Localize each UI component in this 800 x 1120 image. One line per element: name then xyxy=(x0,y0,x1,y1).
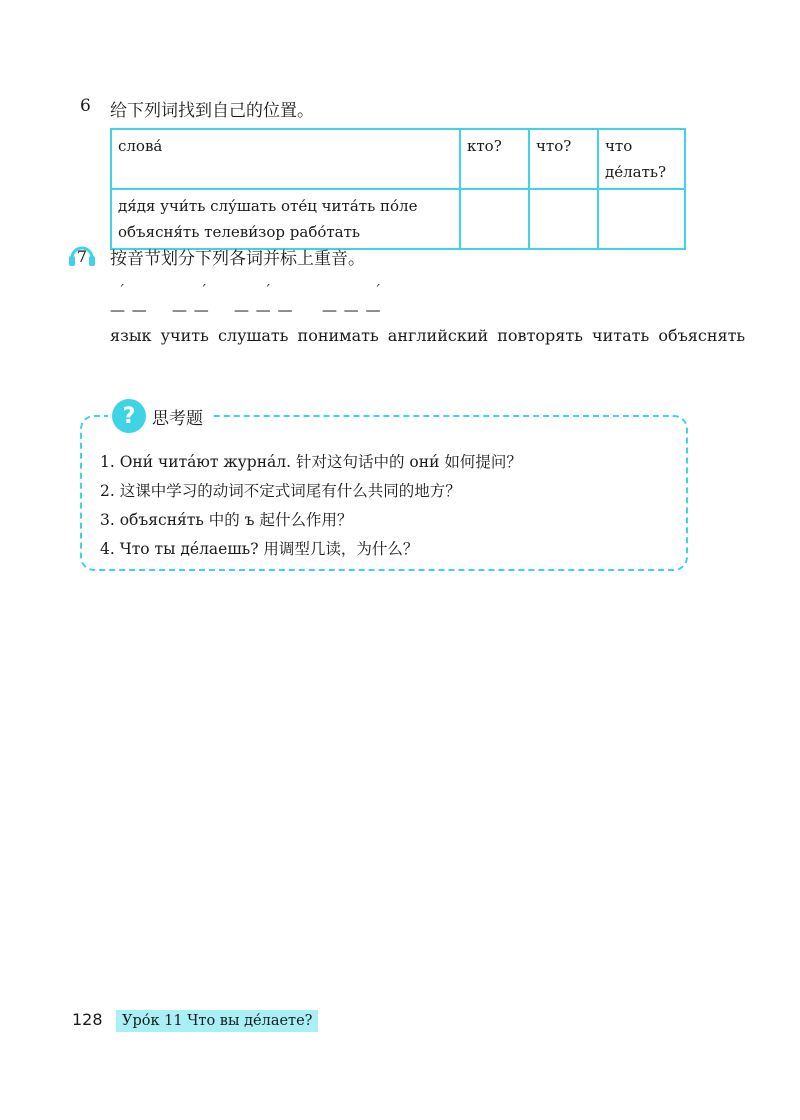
think-header xyxy=(108,398,211,434)
list-item: 3. объясня́ть 中的 ъ 起什么作用？ xyxy=(100,511,353,529)
question-icon: ? xyxy=(112,399,146,433)
dash-line: — — — xyxy=(322,301,382,319)
words-line-1: дя́дя учи́ть слу́шать оте́ц чита́ть по́ле xyxy=(118,197,418,215)
dash-line: — — xyxy=(110,301,148,319)
dash-line: — — — xyxy=(234,301,294,319)
stress-mark: ˊ xyxy=(374,283,381,299)
exercise-6-number: 6 xyxy=(80,96,91,116)
answer-cell-who xyxy=(460,189,529,249)
table-row xyxy=(111,189,685,249)
exercise-7-words: язык учить слушать понимать английский повторять читать объяснять xyxy=(110,326,746,345)
words-line-2: объясня́ть телеви́зор рабо́тать xyxy=(118,223,361,241)
header-what-do: что де́лать? xyxy=(598,129,685,189)
header-who: кто? xyxy=(460,129,529,189)
stress-mark: ˊ xyxy=(264,283,271,299)
exercise-7-instruction: 按音节划分下列各词并标上重音。 xyxy=(110,249,365,269)
answer-cell-what xyxy=(529,189,598,249)
header-words: слова́ xyxy=(111,129,460,189)
stress-mark: ˊ xyxy=(200,283,207,299)
lesson-title-bar: Уро́к 11 Что вы де́лаете? xyxy=(116,1010,318,1032)
stress-mark: ˊ xyxy=(118,283,125,299)
list-item: 2. 这课中学习的动词不定式词尾有什么共同的地方？ xyxy=(100,482,461,500)
exercise-6-table xyxy=(110,128,686,250)
exercise-7-badge xyxy=(66,238,98,270)
exercise-6-instruction: 给下列词找到自己的位置。 xyxy=(110,101,314,121)
think-question-list xyxy=(100,448,522,564)
answer-cell-what-do xyxy=(598,189,685,249)
list-item: 1. Они́ чита́ют журна́л. 针对这句话中的 они́ 如何提问？ xyxy=(100,453,522,471)
list-item: 4. Что ты де́лаешь? 用调型几读，为什么？ xyxy=(100,540,419,558)
header-what: что? xyxy=(529,129,598,189)
page-number: 128 xyxy=(72,1010,103,1029)
listening-icon xyxy=(66,238,98,270)
svg-text:7: 7 xyxy=(76,247,88,266)
think-title: 思考题 xyxy=(152,408,203,429)
table-header-row xyxy=(111,129,685,189)
dash-line: — — xyxy=(172,301,210,319)
words-cell xyxy=(111,189,460,249)
